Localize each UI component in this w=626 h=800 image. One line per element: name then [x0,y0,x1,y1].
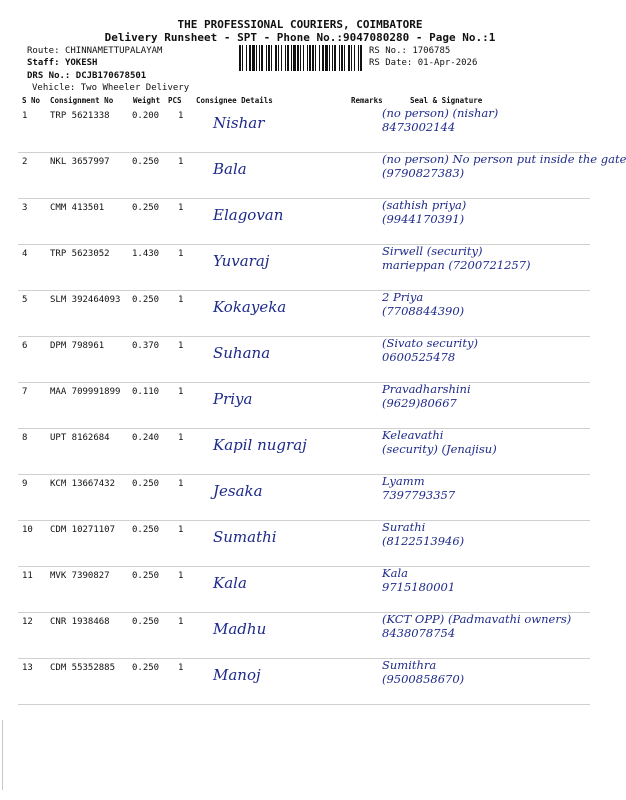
table-row [18,520,590,567]
barcode-bar [312,45,314,71]
row-pcs: 1 [178,157,184,167]
barcode-bar [325,45,328,71]
row-pcs: 1 [178,663,184,673]
col-seal: Seal & Signature [410,96,483,105]
barcode-bar [271,45,272,71]
row-sno: 3 [22,203,28,213]
table-row [18,290,590,337]
signature-line-2: (8122513946) [382,534,465,548]
consignee-handwritten-name: Nishar [213,114,265,132]
row-sno: 1 [22,111,28,121]
row-pcs: 1 [178,387,184,397]
rs-number: RS No.: 1706785 [369,46,451,56]
row-pcs: 1 [178,525,184,535]
barcode-bar [293,45,296,71]
signature-line-1: Pravadharshini [382,382,471,396]
signature-line-2: (7708844390) [382,304,465,318]
row-weight: 0.250 [132,295,160,305]
row-sno: 9 [22,479,28,489]
barcode-bar [360,45,362,71]
staff-value: YOKESH [64,58,98,68]
row-sno: 12 [22,617,33,627]
signature-line-1: Keleavathi [382,428,444,442]
consignee-handwritten-name: Sumathi [213,528,277,546]
barcode-bar [275,45,277,71]
row-consignment-no: MAA 709991899 [50,387,121,397]
row-sno: 11 [22,571,33,581]
barcode-bar [354,45,355,71]
barcode-bar [358,45,359,71]
consignee-handwritten-name: Manoj [213,666,261,684]
row-consignment-no: CNR 1938468 [50,617,110,627]
barcode-bar [329,45,330,71]
consignee-handwritten-name: Kokayeka [213,298,287,316]
barcode-bar [281,45,282,71]
route-label: Route: [27,46,60,56]
barcode-bar [259,45,260,71]
sheet-title: Delivery Runsheet - SPT - Phone No.:9047080280 - Page No.:1 [104,31,496,44]
barcode-bar [334,45,336,71]
drs-label: DRS No.: [27,71,71,81]
signature-line-1: Lyamm [382,474,425,488]
row-consignment-no: CMM 413501 [50,203,105,213]
signature-line-1: 2 Priya [382,290,424,304]
row-sno: 4 [22,249,28,259]
barcode-bar [242,45,243,71]
table-row [18,382,590,429]
row-pcs: 1 [178,433,184,443]
row-pcs: 1 [178,111,184,121]
consignee-handwritten-name: Priya [213,390,253,408]
signature-line-2: (9629)80667 [382,396,457,410]
row-pcs: 1 [178,341,184,351]
table-row [18,566,590,613]
barcode-bar [339,45,340,71]
row-consignment-no: MVK 7390827 [50,571,110,581]
row-sno: 10 [22,525,33,535]
row-consignment-no: DPM 798961 [50,341,105,351]
table-row [18,658,590,705]
row-consignment-no: UPT 8162684 [50,433,110,443]
signature-line-1: (KCT OPP) (Padmavathi owners) [382,612,572,626]
barcode-bar [348,45,350,71]
barcode-bar [261,45,263,71]
row-pcs: 1 [178,571,184,581]
col-consignee: Consignee Details [196,96,273,105]
signature-line-2: (9944170391) [382,212,465,226]
barcode-bar [300,45,301,71]
barcode-bar [291,45,292,71]
row-pcs: 1 [178,203,184,213]
row-weight: 0.250 [132,157,160,167]
signature-line-1: (no person) No person put inside the gate [382,152,626,166]
consignee-handwritten-name: Bala [213,160,247,178]
company-title: THE PROFESSIONAL COURIERS, COIMBATORE [177,18,423,31]
row-weight: 0.240 [132,433,160,443]
row-sno: 5 [22,295,28,305]
signature-line-2: (9500858670) [382,672,465,686]
vehicle-line: Vehicle: Two Wheeler Delivery [32,83,190,93]
signature-line-2: marieppan (7200721257) [382,258,531,272]
table-row [18,244,590,291]
scan-edge-mark [2,720,3,790]
row-weight: 0.250 [132,617,160,627]
barcode-bar [266,45,267,71]
row-consignment-no: SLM 392464093 [50,295,121,305]
barcode-bar [351,45,352,71]
signature-line-2: (security) (Jenajisu) [382,442,497,456]
row-pcs: 1 [178,479,184,489]
row-weight: 0.250 [132,203,160,213]
row-sno: 2 [22,157,28,167]
drs-line [27,71,146,81]
signature-line-2: 0600525478 [382,350,456,364]
row-weight: 0.370 [132,341,160,351]
consignee-handwritten-name: Kapil nugraj [213,436,307,454]
route-line [27,46,162,56]
barcode-bar [303,45,304,71]
col-consignment: Consignment No [50,96,114,105]
consignee-handwritten-name: Jesaka [213,482,263,500]
signature-line-2: (9790827383) [382,166,465,180]
consignee-handwritten-name: Elagovan [213,206,284,224]
barcode-bar [322,45,324,71]
table-row [18,474,590,521]
col-sno: S No [22,96,41,105]
barcode-bar [249,45,251,71]
consignee-handwritten-name: Suhana [213,344,271,362]
row-consignment-no: NKL 3657997 [50,157,110,167]
row-weight: 0.250 [132,663,160,673]
signature-line-2: 7397793357 [382,488,456,502]
row-sno: 13 [22,663,33,673]
consignee-handwritten-name: Yuvaraj [213,252,270,270]
signature-line-2: 8473002144 [382,120,456,134]
row-pcs: 1 [178,295,184,305]
rs-date: RS Date: 01-Apr-2026 [369,58,478,68]
row-consignment-no: CDM 10271107 [50,525,116,535]
row-weight: 0.200 [132,111,160,121]
barcode-bar [278,45,279,71]
barcode-bar [239,45,241,71]
signature-line-1: Sirwell (security) [382,244,483,258]
row-weight: 0.250 [132,479,160,489]
row-pcs: 1 [178,249,184,259]
barcode-bar [256,45,257,71]
row-weight: 1.430 [132,249,160,259]
staff-line [27,58,97,68]
table-row [18,106,590,153]
barcode-bar [285,45,286,71]
table-row [18,336,590,383]
consignee-handwritten-name: Madhu [213,620,267,638]
col-remarks: Remarks [351,96,383,105]
route-value: CHINNAMETTUPALAYAM [64,46,163,56]
barcode-bar [332,45,333,71]
signature-line-1: Surathi [382,520,426,534]
table-row [18,152,626,199]
signature-line-1: Kala [382,566,408,580]
drs-value: DCJB170678501 [75,71,147,81]
signature-line-1: (no person) (nishar) [382,106,499,120]
barcode-bar [252,45,255,71]
table-row [18,612,590,659]
signature-line-1: (Sivato security) [382,336,478,350]
barcode-bar [307,45,308,71]
table-row [18,198,590,245]
barcode-bar [287,45,289,71]
row-weight: 0.250 [132,525,160,535]
signature-line-1: (sathish priya) [382,198,467,212]
col-weight: Weight [133,96,161,105]
row-pcs: 1 [178,617,184,627]
signature-line-2: 8438078754 [382,626,456,640]
barcode-bar [309,45,311,71]
row-consignment-no: KCM 13667432 [50,479,116,489]
row-sno: 8 [22,433,28,443]
col-pcs: PCS [168,96,182,105]
table-row [18,428,590,475]
barcode-bar [344,45,345,71]
row-consignment-no: CDM 55352885 [50,663,116,673]
barcode-bar [246,45,247,71]
row-sno: 6 [22,341,28,351]
row-sno: 7 [22,387,28,397]
barcode-bar [297,45,299,71]
consignee-handwritten-name: Kala [213,574,247,592]
barcode-bar [315,45,316,71]
row-weight: 0.110 [132,387,160,397]
row-consignment-no: TRP 5623052 [50,249,110,259]
row-consignment-no: TRP 5621338 [50,111,110,121]
barcode-bar [319,45,320,71]
staff-label: Staff: [27,58,60,68]
barcode-image [238,45,366,71]
barcode-bar [268,45,270,71]
signature-line-2: 9715180001 [382,580,456,594]
barcode-bar [341,45,343,71]
row-weight: 0.250 [132,571,160,581]
signature-line-1: Sumithra [382,658,437,672]
